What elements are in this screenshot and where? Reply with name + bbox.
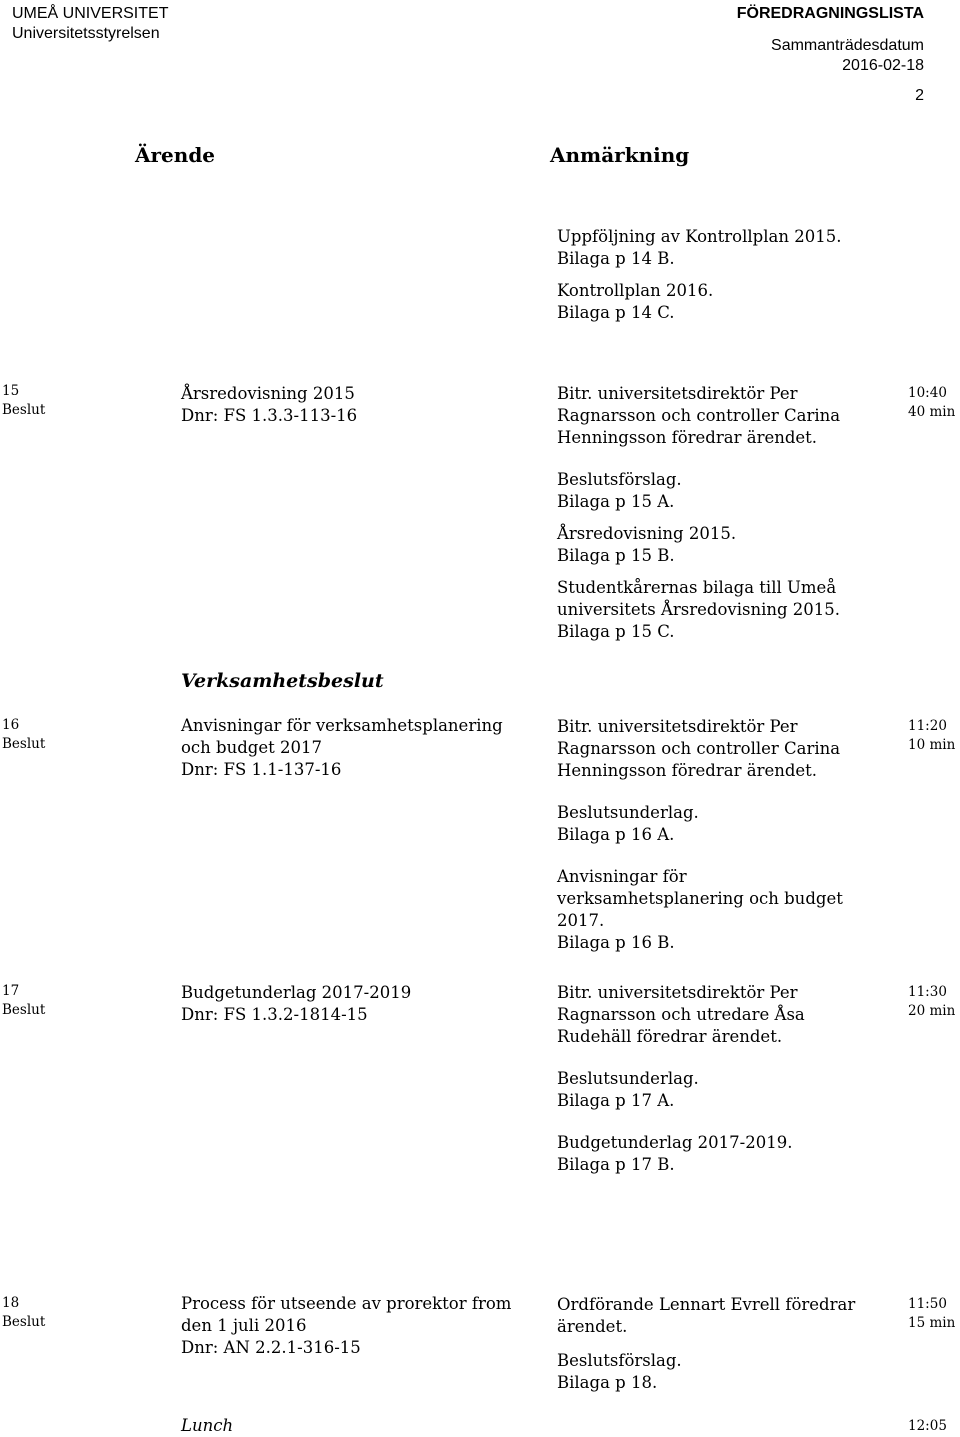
item-type: Beslut bbox=[2, 1002, 46, 1018]
start-time: 11:20 bbox=[908, 718, 947, 734]
start-time: 11:50 bbox=[908, 1296, 947, 1312]
attachment-title: Kontrollplan 2016. bbox=[557, 281, 714, 300]
presenter-line: Ordförande Lennart Evrell föredrar bbox=[557, 1295, 856, 1314]
page-header-right bbox=[737, 4, 924, 76]
item-dnr: Dnr: AN 2.2.1-316-15 bbox=[181, 1338, 361, 1357]
start-time: 11:30 bbox=[908, 984, 947, 1000]
attachment-title: Beslutsunderlag. bbox=[557, 1069, 699, 1088]
attachment-title: Anvisningar för bbox=[557, 867, 687, 886]
column-header-remark: Anmärkning bbox=[550, 143, 690, 167]
attachment-ref: Bilaga p 14 B. bbox=[557, 249, 675, 268]
item-dnr: Dnr: FS 1.3.3-113-16 bbox=[181, 406, 358, 425]
continued-attachments bbox=[557, 226, 841, 324]
attachment-title: Studentkårernas bilaga till Umeå bbox=[557, 578, 837, 597]
duration: 10 min bbox=[908, 737, 956, 753]
section-heading: Verksamhetsbeslut bbox=[181, 670, 384, 692]
item-15-number bbox=[2, 382, 45, 420]
item-18-remark bbox=[557, 1294, 855, 1394]
item-18-number bbox=[2, 1294, 45, 1332]
lunch-time: 12:05 bbox=[908, 1418, 947, 1434]
presenter-line: Ragnarsson och controller Carina bbox=[557, 406, 841, 425]
item-17-title bbox=[181, 982, 411, 1026]
item-title: Årsredovisning 2015 bbox=[181, 384, 355, 403]
presenter-line: ärendet. bbox=[557, 1317, 628, 1336]
presenter-line: Henningsson föredrar ärendet. bbox=[557, 428, 818, 447]
item-18-title bbox=[181, 1293, 511, 1359]
lunch-label: Lunch bbox=[181, 1416, 234, 1435]
item-title: den 1 juli 2016 bbox=[181, 1316, 307, 1335]
attachment-title: Beslutsunderlag. bbox=[557, 803, 699, 822]
item-number: 15 bbox=[2, 383, 20, 399]
item-type: Beslut bbox=[2, 736, 46, 752]
attachment-ref: Bilaga p 15 A. bbox=[557, 492, 675, 511]
attachment-title: Beslutsförslag. bbox=[557, 1351, 682, 1370]
item-title: Process för utseende av prorektor from bbox=[181, 1294, 512, 1313]
board-name: Universitetsstyrelsen bbox=[12, 25, 160, 42]
item-number: 18 bbox=[2, 1295, 20, 1311]
item-number: 16 bbox=[2, 717, 20, 733]
presenter-line: Bitr. universitetsdirektör Per bbox=[557, 983, 798, 1002]
item-type: Beslut bbox=[2, 1314, 46, 1330]
university-name: UMEÅ UNIVERSITET bbox=[12, 5, 169, 22]
document-title: FÖREDRAGNINGSLISTA bbox=[736, 5, 924, 22]
meeting-date-label: Sammanträdesdatum bbox=[771, 37, 924, 54]
attachment-ref: Bilaga p 16 B. bbox=[557, 933, 675, 952]
item-title: Budgetunderlag 2017-2019 bbox=[181, 983, 412, 1002]
item-dnr: Dnr: FS 1.1-137-16 bbox=[181, 760, 342, 779]
start-time: 10:40 bbox=[908, 385, 947, 401]
item-16-remark bbox=[557, 716, 843, 954]
attachment-title: Budgetunderlag 2017-2019. bbox=[557, 1133, 793, 1152]
attachment-ref: Bilaga p 15 B. bbox=[557, 546, 675, 565]
presenter-line: Bitr. universitetsdirektör Per bbox=[557, 717, 798, 736]
attachment-ref: Bilaga p 16 A. bbox=[557, 825, 675, 844]
attachment-title: Beslutsförslag. bbox=[557, 470, 682, 489]
item-17-remark bbox=[557, 982, 805, 1176]
duration: 40 min bbox=[908, 404, 956, 420]
item-18-time bbox=[908, 1295, 955, 1333]
item-17-time bbox=[908, 983, 955, 1021]
item-dnr: Dnr: FS 1.3.2-1814-15 bbox=[181, 1005, 368, 1024]
attachment-ref: Bilaga p 18. bbox=[557, 1373, 658, 1392]
column-header-matter: Ärende bbox=[135, 143, 216, 167]
attachment-ref: Bilaga p 17 B. bbox=[557, 1155, 675, 1174]
attachment-ref: Bilaga p 17 A. bbox=[557, 1091, 675, 1110]
duration: 15 min bbox=[908, 1315, 956, 1331]
page-number: 2 bbox=[915, 87, 924, 104]
item-17-number bbox=[2, 982, 45, 1020]
presenter-line: Rudehäll föredrar ärendet. bbox=[557, 1027, 783, 1046]
item-15-time bbox=[908, 384, 955, 422]
attachment-title: 2017. bbox=[557, 911, 605, 930]
page-header-left bbox=[12, 4, 168, 44]
attachment-ref: Bilaga p 15 C. bbox=[557, 622, 675, 641]
attachment-ref: Bilaga p 14 C. bbox=[557, 303, 675, 322]
presenter-line: Ragnarsson och controller Carina bbox=[557, 739, 841, 758]
presenter-line: Bitr. universitetsdirektör Per bbox=[557, 384, 798, 403]
presenter-line: Ragnarsson och utredare Åsa bbox=[557, 1005, 805, 1024]
attachment-title: Uppföljning av Kontrollplan 2015. bbox=[557, 227, 842, 246]
item-title: Anvisningar för verksamhetsplanering bbox=[181, 716, 503, 735]
presenter-line: Henningsson föredrar ärendet. bbox=[557, 761, 818, 780]
item-16-time bbox=[908, 717, 955, 755]
meeting-date: 2016-02-18 bbox=[842, 57, 924, 74]
item-15-title bbox=[181, 383, 357, 427]
item-number: 17 bbox=[2, 983, 20, 999]
duration: 20 min bbox=[908, 1003, 956, 1019]
item-16-title bbox=[181, 715, 503, 781]
item-title: och budget 2017 bbox=[181, 738, 322, 757]
item-15-remark bbox=[557, 383, 840, 643]
attachment-title: verksamhetsplanering och budget bbox=[557, 889, 843, 908]
attachment-title: universitets Årsredovisning 2015. bbox=[557, 600, 841, 619]
item-16-number bbox=[2, 716, 45, 754]
item-type: Beslut bbox=[2, 402, 46, 418]
attachment-title: Årsredovisning 2015. bbox=[557, 524, 737, 543]
